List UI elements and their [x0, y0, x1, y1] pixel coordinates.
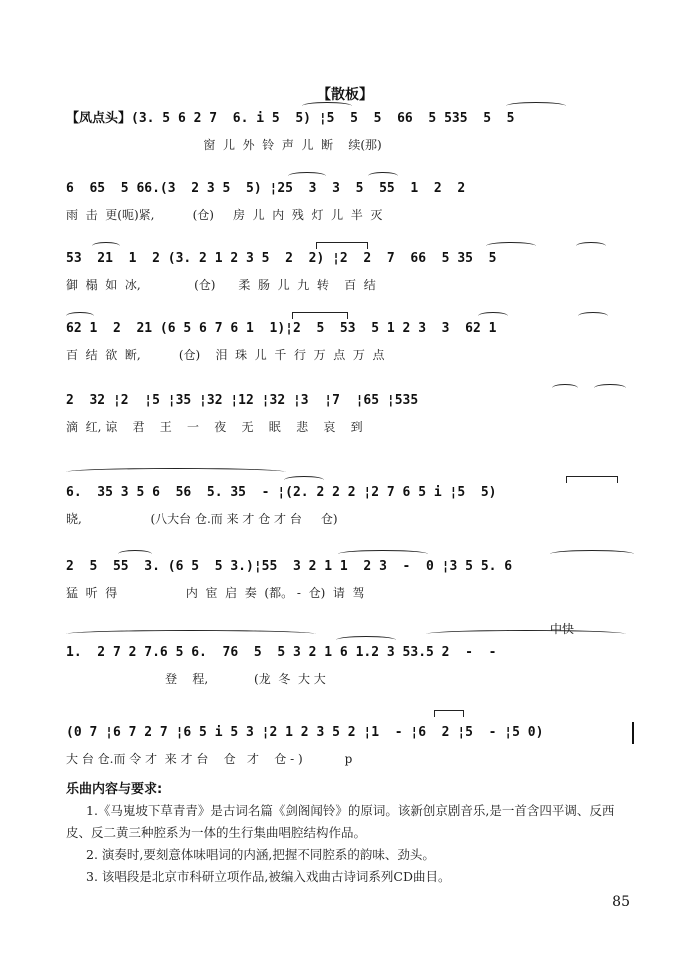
- final-barline: [632, 722, 634, 744]
- requirement-item: 1.《马嵬坡下草青青》是古词名篇《剑阁闻铃》的原词。该新创京剧音乐,是一首含四平调、反西皮、反二黄三种腔系为一体的生行集曲唱腔结构作品。: [66, 803, 615, 840]
- bracket: [434, 710, 464, 717]
- page-number: 85: [612, 894, 630, 910]
- notation-line: (0 7 ¦6 7 2 7 ¦6 5 i 5 3 ¦2 1 2 3 5 2 ¦1 - ¦6 2 ¦5 - ¦5 0): [66, 725, 544, 740]
- requirement-item: 3. 该唱段是北京市科研立项作品,被编入戏曲古诗词系列CD曲目。: [86, 869, 451, 884]
- lyrics-line: 御 榻 如 冰, (仓) 柔 肠 儿 九 转 百 结: [66, 278, 376, 292]
- notation-line: 62 1 2 21 (6 5 6 7 6 1 1)¦2 5 53 5 1 2 3 3 62 1: [66, 321, 497, 336]
- notation-line: 【凤点头】(3. 5 6 2 7 6. i 5 5) ¦5 5 5 66 5 535 5 5: [66, 111, 515, 126]
- requirements-heading: 乐曲内容与要求:: [66, 782, 163, 797]
- notation-line: 6. 35 3 5 6 56 5. 35 - ¦(2. 2 2 2 ¦2 7 6 5 i ¦5 5): [66, 485, 497, 500]
- section-title: 【散板】: [317, 87, 373, 103]
- notation-line: 6 65 5 66.(3 2 3 5 5) ¦25 3 3 5 55 1 2 2: [66, 181, 466, 196]
- slur: [426, 630, 626, 638]
- lyrics-line: 百 结 欲 断, (仓) 泪 珠 儿 千 行 万 点 万 点: [66, 348, 385, 362]
- lyrics-line: 雨 击 更(呃)紧, (仓) 房 儿 内 残 灯 儿 半 灭: [66, 208, 383, 222]
- lyrics-line: 大 台 仓.而 令 才 来 才 台 仓 才 仓 - ) p: [66, 752, 353, 766]
- lyrics-line: 晓, (八大台 仓.而 来 才 仓 才 台 仓): [66, 512, 338, 526]
- notation-line: 53 21 1 2 (3. 2 1 2 3 5 2 2) ¦2 2 7 66 5 35 5: [66, 251, 497, 266]
- lyrics-line: 猛 听 得 内 宦 启 奏 (都。 - 仓) 请 驾: [66, 586, 365, 600]
- notation-line: 1. 2 7 2 7.6 5 6. 76 5 5 3 2 1 6 1.2 3 53.5 2 - -: [66, 645, 497, 660]
- lyrics-line: 滴 红, 谅 君 王 一 夜 无 眠 悲 哀 到: [66, 420, 363, 434]
- slur: [66, 630, 316, 638]
- lyrics-line: 登 程, (龙 冬 大 大: [66, 672, 326, 686]
- notation-line: 2 32 ¦2 ¦5 ¦35 ¦32 ¦12 ¦32 ¦3 ¦7 ¦65 ¦535: [66, 393, 419, 408]
- requirement-item: 2. 演奏时,要刻意体味唱词的内涵,把握不同腔系的韵味、劲头。: [86, 847, 435, 862]
- lyrics-line: 窗 儿 外 铃 声 儿 断 续(那): [66, 138, 382, 152]
- notation-line: 2 5 55 3. (6 5 5 3.)¦55 3 2 1 1 2 3 - 0 ¦3 5 5. 6: [66, 559, 513, 574]
- tempo-mark: 中快: [550, 622, 575, 636]
- slur: [66, 468, 286, 476]
